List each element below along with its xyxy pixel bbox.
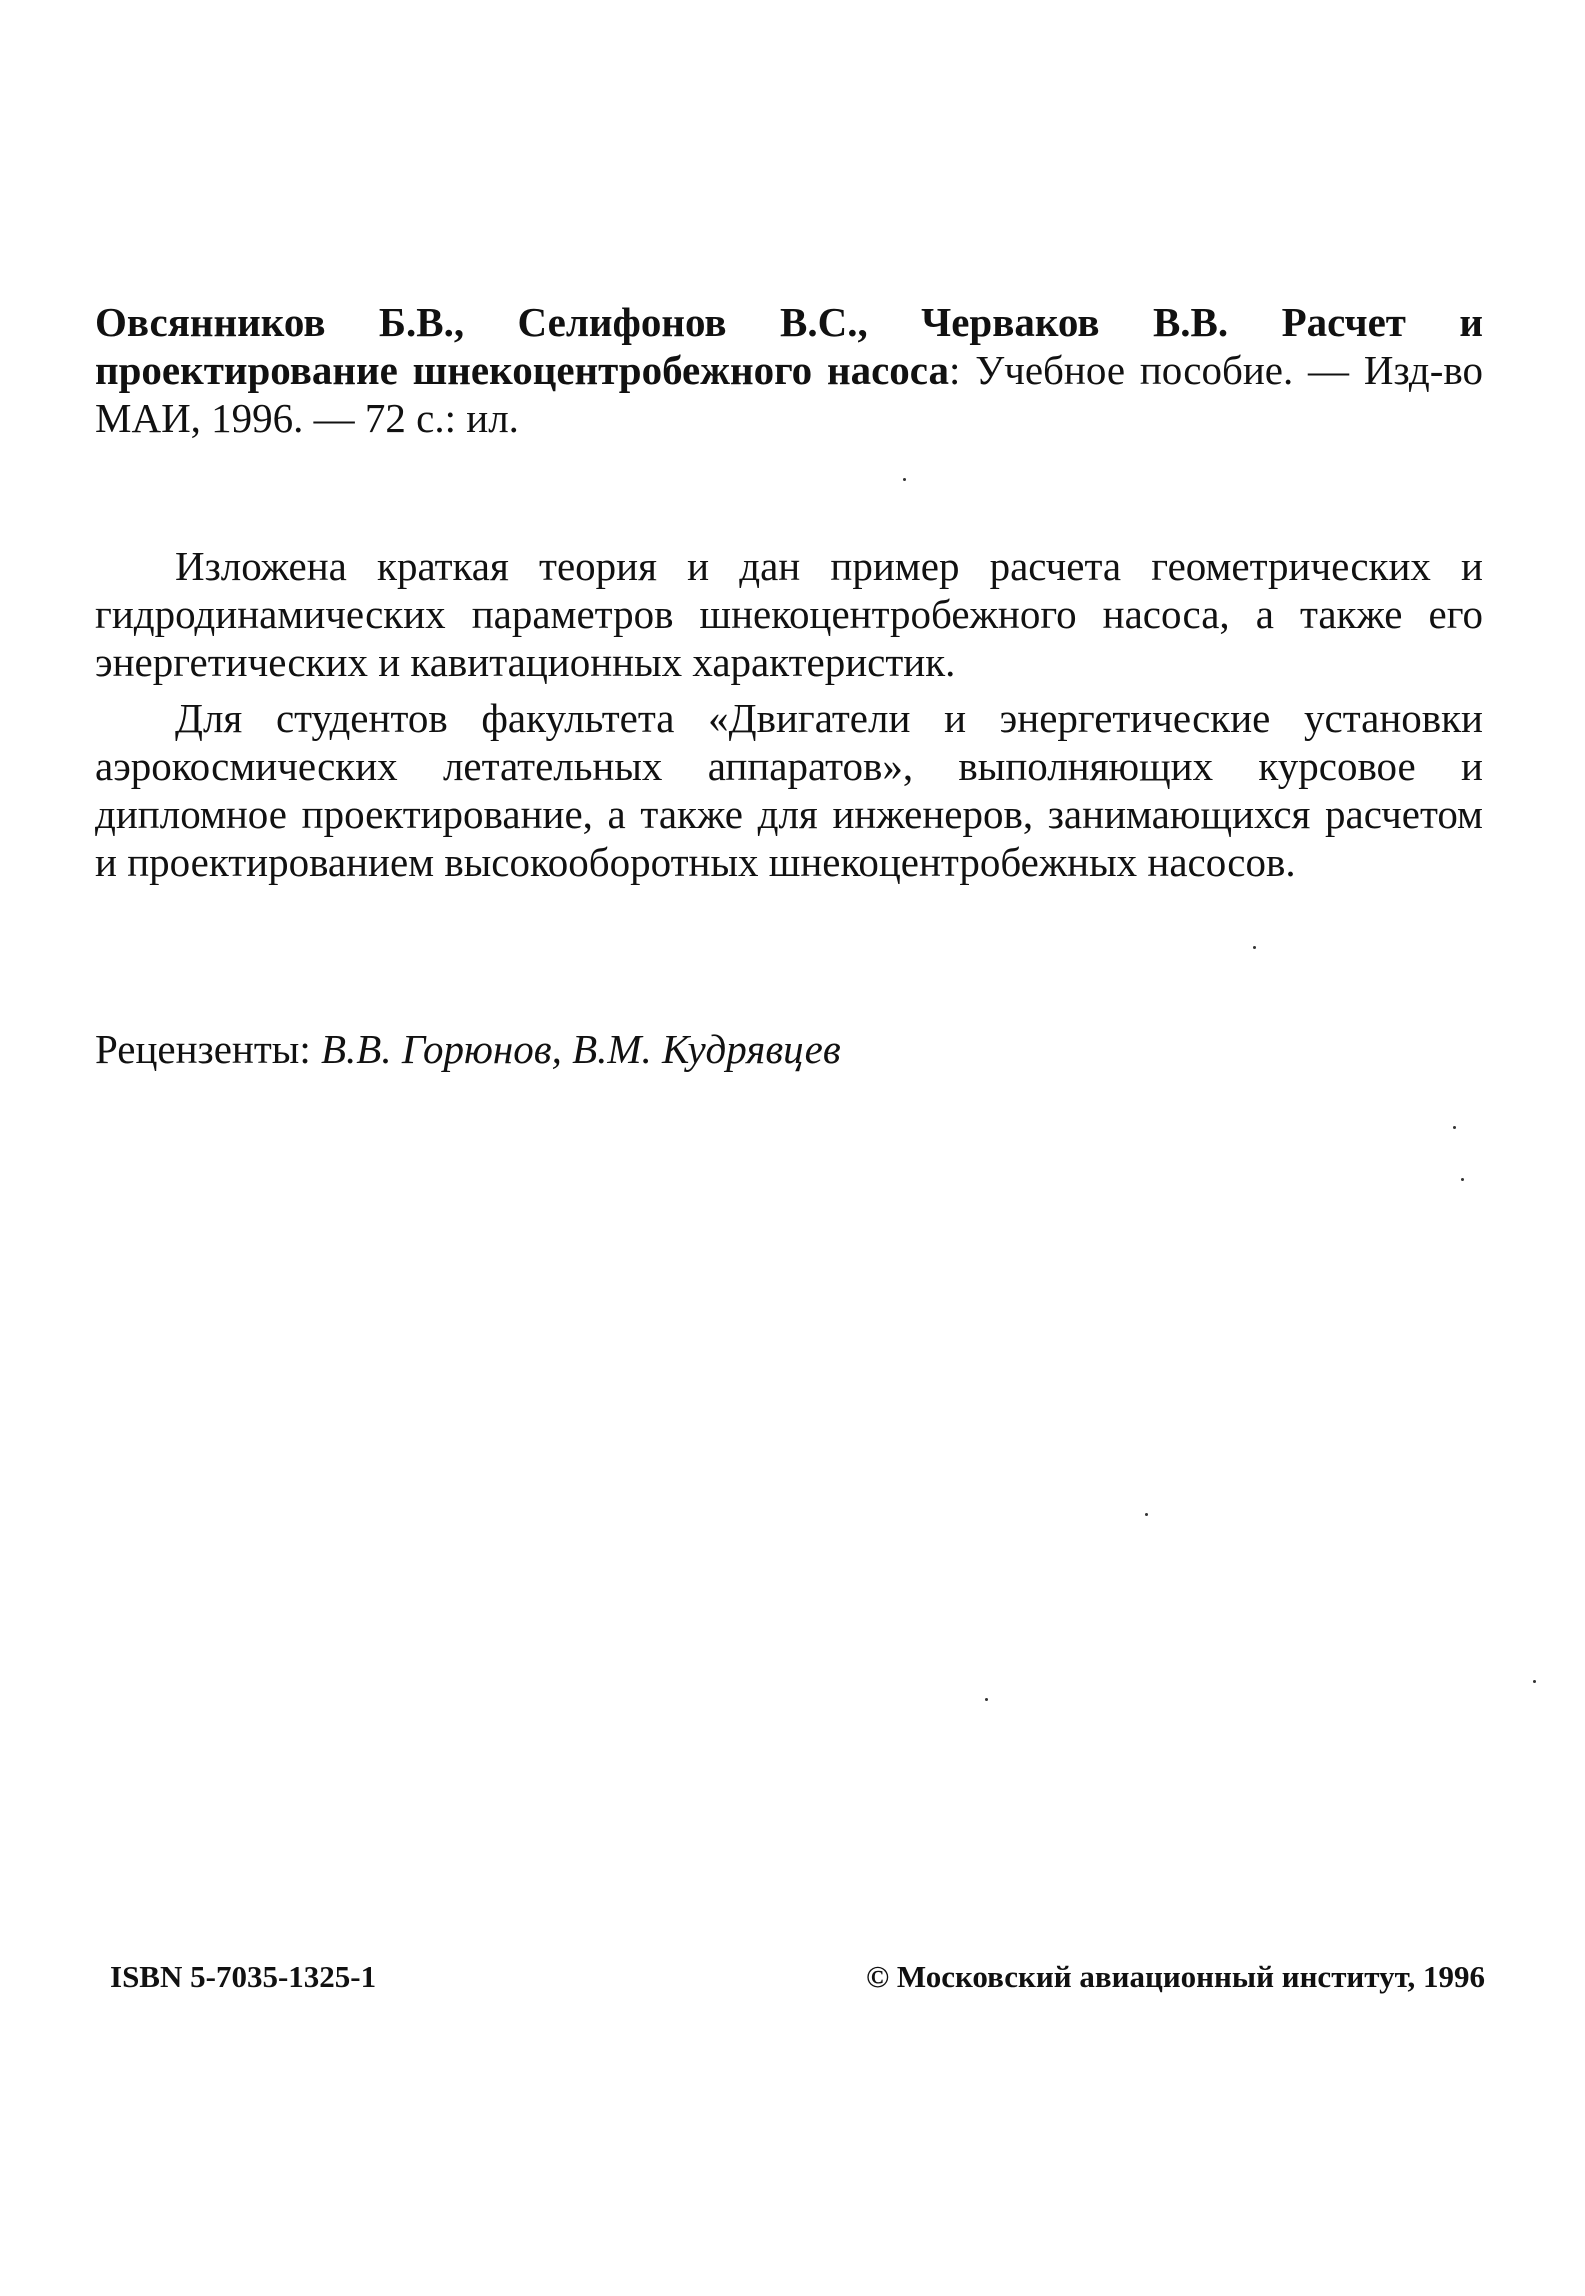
reviewers-label: Рецензенты: <box>95 1026 321 1072</box>
annotation-paragraph-1: Изложена краткая теория и дан пример расчета геометрических и гидродинамических параметров шнекоцентробежного насоса, а также его энергетических и кавитационных характеристик. <box>95 543 1483 685</box>
annotation <box>95 542 1483 894</box>
scan-speck <box>1533 1680 1536 1683</box>
reviewers-line <box>95 1025 1483 1073</box>
copyright-notice: © Московский авиационный институт, 1996 <box>865 1959 1485 1994</box>
scan-speck <box>903 478 906 481</box>
scan-speck <box>1145 1513 1148 1516</box>
reviewers-names: В.В. Горюнов, В.М. Кудрявцев <box>320 1026 841 1072</box>
citation-authors-title: Овсянников Б.В., Селифонов В.С., Черваков В.В. Расчет и проектирование шнекоцентробежного насоса <box>95 299 1483 393</box>
isbn-number: ISBN 5-7035-1325-1 <box>110 1959 377 1994</box>
annotation-paragraph-2: Для студентов факультета «Двигатели и энергетические установки аэрокосмических летательных аппаратов», выполняющих курсовое и дипломное проектирование, а также для инженеров, занимающихся расчетом и проектированием высокооборотных шнекоцентробежных насосов. <box>95 695 1483 885</box>
scan-speck <box>1461 1178 1464 1181</box>
citation-publication-details: : Учебное пособие. — Изд-во МАИ, 1996. — 72 с.: ил. <box>95 347 1483 441</box>
scan-speck <box>985 1698 988 1701</box>
scan-speck <box>1253 946 1256 949</box>
bibliographic-citation <box>95 298 1483 442</box>
scan-speck <box>1453 1126 1456 1129</box>
